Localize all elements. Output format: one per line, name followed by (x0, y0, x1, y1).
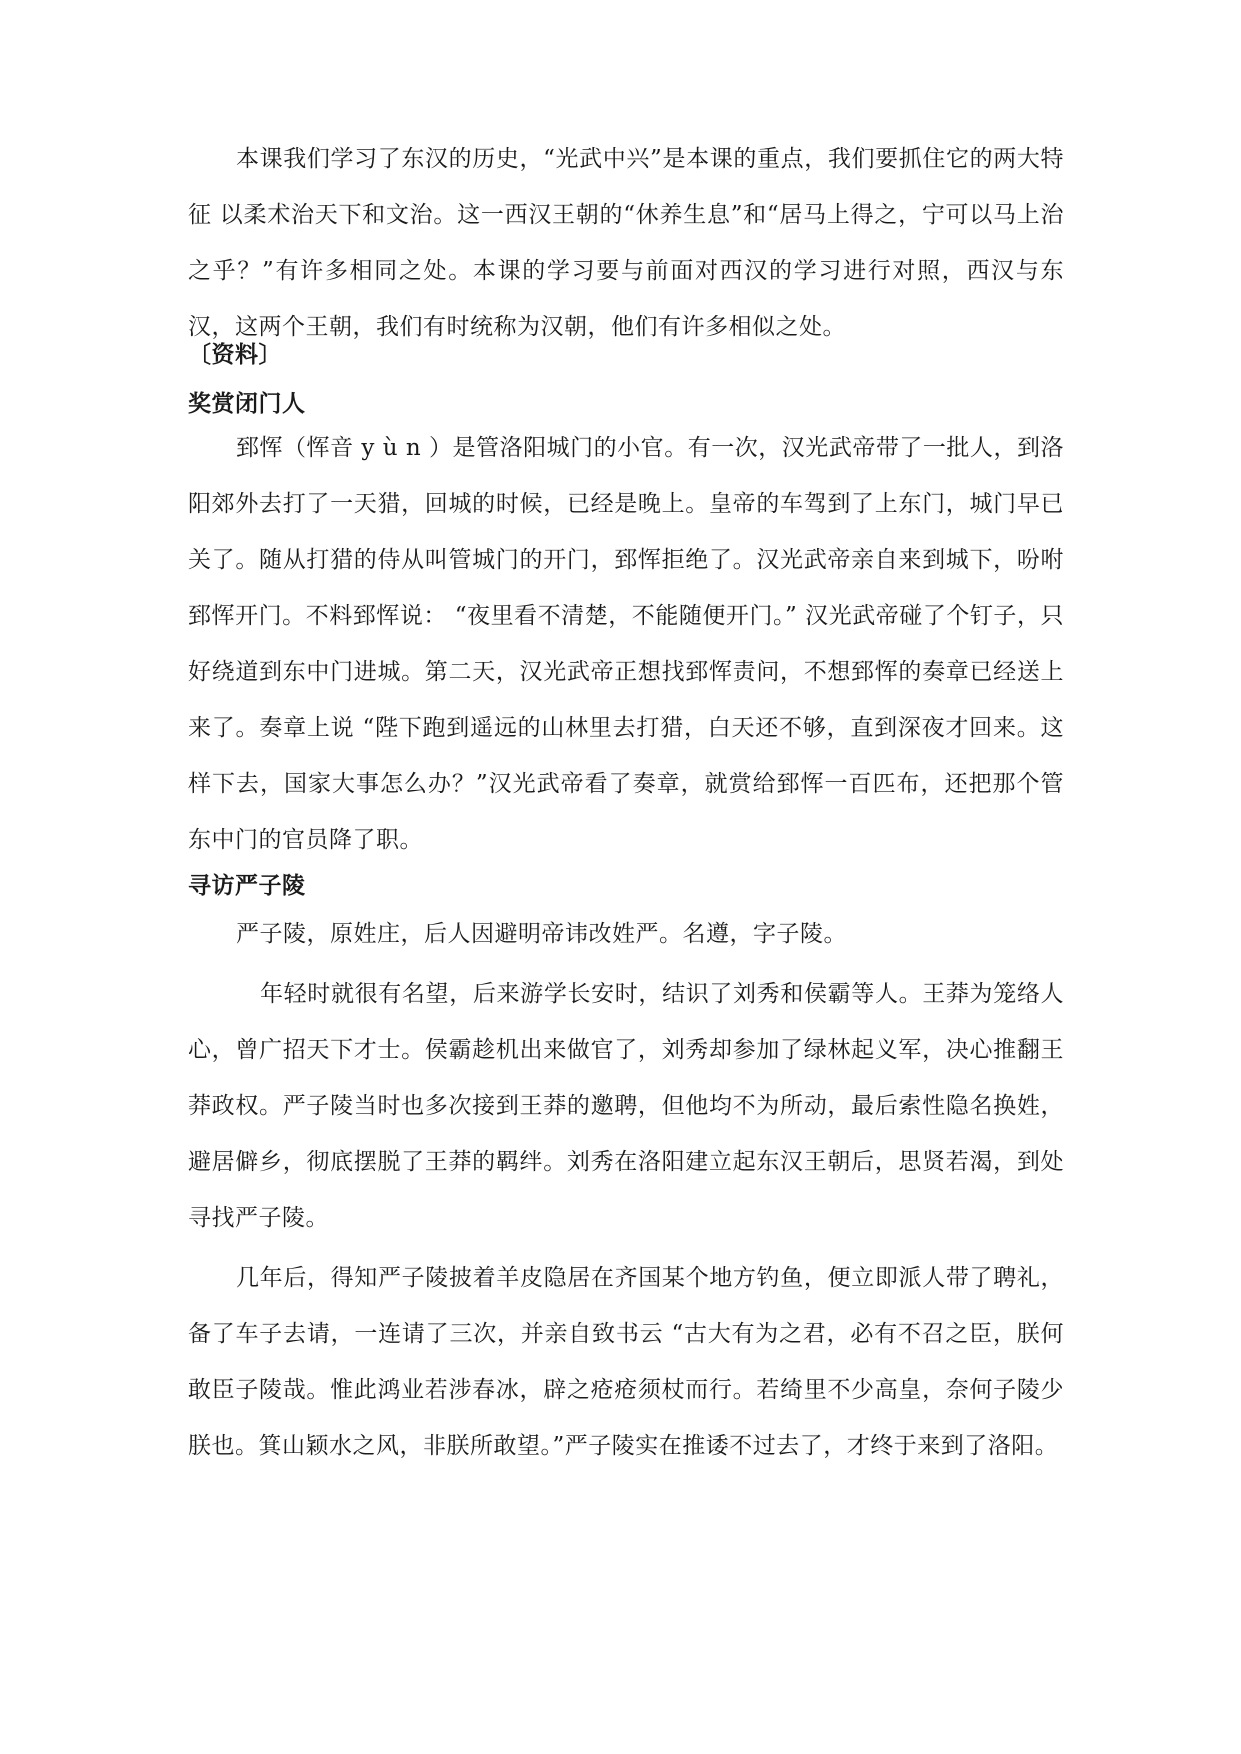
intro-section (188, 131, 1064, 355)
story2-section (188, 906, 1064, 1474)
story2-paragraph: 严子陵，原姓庄，后人因避明帝讳改姓严。名遵，字子陵。 (236, 921, 847, 947)
story1-paragraph: 郅恽（恽音 y ù n ）是管洛阳城门的小官。有一次，汉光武帝带了一批人，到洛阳郊外去打了一天猎，回城的时候，已经是晚上。皇帝的车驾到了上东门，城门早已关了。随从打猎的侍从叫管城门的开门，郅恽拒绝了。汉光武帝亲自来到城下，吩咐郅恽开门。不料郅恽说： “夜里看不清楚，不能随便开门。” 汉光武帝碰了个钉子，只好绕道到东中门进城。第二天，汉光武帝正想找郅恽责问，不想郅恽的奏章已经送上来了。奏章上说 “陛下跑到遥远的山林里去打猎，白天还不够，直到深夜才回来。这样下去，国家大事怎么办？”汉光武帝看了奏章，就赏给郅恽一百匹布，还把那个管东中门的官员降了职。 (188, 435, 1064, 853)
intro-paragraph: 本课我们学习了东汉的历史，“光武中兴”是本课的重点，我们要抓住它的两大特征 以柔术治天下和文治。这一西汉王朝的“休养生息”和“居马上得之，宁可以马上治之乎？”有许多相同之处。本课的学习要与前面对西汉的学习进行对照，西汉与东汉，这两个王朝，我们有时统称为汉朝，他们有许多相似之处。 (188, 146, 1064, 340)
materials-label: 〔资料〕 (188, 342, 282, 368)
story1-section (188, 420, 1064, 868)
story2-paragraph: 几年后，得知严子陵披着羊皮隐居在齐国某个地方钓鱼，便立即派人带了聘礼，备了车子去请，一连请了三次，并亲自致书云 “古大有为之君，必有不召之臣，朕何敢臣子陵哉。惟此鸿业若涉春冰，辟之疮疮须杖而行。若绮里不少高皇，奈何子陵少朕也。箕山颖水之风，非朕所敢望。”严子陵实在推诿不过去了，才终于来到了洛阳。 (188, 1265, 1064, 1459)
story2-title: 寻访严子陵 (188, 873, 306, 899)
story1-title: 奖赏闭门人 (188, 391, 306, 417)
story2-paragraph: 年轻时就很有名望，后来游学长安时，结识了刘秀和侯霸等人。王莽为笼络人心，曾广招天下才士。侯霸趁机出来做官了，刘秀却参加了绿林起义军，决心推翻王莽政权。严子陵当时也多次接到王莽的邀聘，但他均不为所动，最后索性隐名换姓，避居僻乡，彻底摆脱了王莽的羁绊。刘秀在洛阳建立起东汉王朝后，思贤若渴，到处寻找严子陵。 (188, 981, 1064, 1231)
